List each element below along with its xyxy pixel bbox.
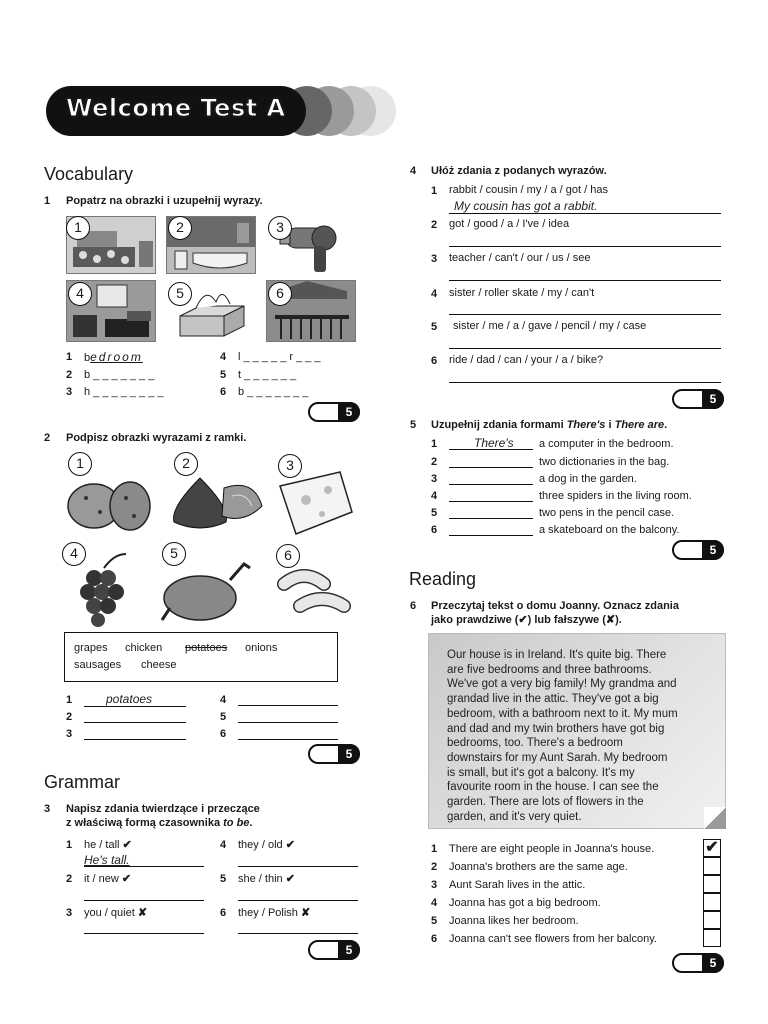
score-value: 5 bbox=[338, 940, 360, 960]
word-order-prompt: rabbit / cousin / my / a / got / has bbox=[449, 184, 608, 196]
test-title: Welcome Test A bbox=[66, 94, 286, 122]
item-number: 3 bbox=[66, 907, 73, 919]
answer-line[interactable] bbox=[449, 382, 721, 383]
item-number: 5 bbox=[431, 321, 438, 333]
item-number: 4 bbox=[431, 288, 438, 300]
filled-answer: There's bbox=[474, 436, 514, 450]
exercise-2-instruction: Podpisz obrazki wyrazami z ramki. bbox=[66, 432, 247, 444]
filled-answer: edroom bbox=[90, 350, 143, 364]
answer-line[interactable] bbox=[84, 739, 186, 740]
item-number: 3 bbox=[431, 253, 438, 265]
score-box[interactable] bbox=[308, 402, 360, 422]
food-pictures bbox=[60, 450, 360, 630]
picture-number-badge: 3 bbox=[268, 216, 292, 240]
statement: Joanna likes her bedroom. bbox=[449, 915, 579, 927]
score-value: 5 bbox=[702, 953, 724, 973]
picture-number-badge: 1 bbox=[66, 216, 90, 240]
score-box[interactable] bbox=[308, 940, 360, 960]
answer-line[interactable] bbox=[449, 314, 721, 315]
exercise-3-instruction-line-2: z właściwą formą czasownika to be. bbox=[66, 817, 253, 829]
true-false-checkbox[interactable] bbox=[703, 929, 721, 947]
word-gap[interactable] bbox=[84, 350, 143, 364]
word-box-item: onions bbox=[245, 642, 278, 654]
sentence-end: three spiders in the living room. bbox=[539, 490, 692, 502]
reading-text-box bbox=[428, 633, 726, 829]
answer-line[interactable] bbox=[238, 739, 338, 740]
answer-line[interactable] bbox=[84, 706, 186, 707]
picture-number-badge: 3 bbox=[278, 454, 302, 478]
word-gap[interactable]: h _ _ _ _ _ _ _ _ bbox=[84, 386, 164, 398]
word-order-prompt: ride / dad / can / your / a / bike? bbox=[449, 354, 604, 366]
word-box-item-used: potatoes bbox=[185, 642, 228, 654]
answer-line[interactable] bbox=[449, 449, 533, 450]
item-number: 1 bbox=[66, 694, 73, 706]
exercise-6-instruction-line-1: Przeczytaj tekst o domu Joanny. Oznacz zdania bbox=[431, 600, 679, 612]
word-gap[interactable]: b _ _ _ _ _ _ _ bbox=[84, 369, 155, 381]
exercise-5-instruction: Uzupełnij zdania formami There's i There are. bbox=[431, 419, 668, 431]
true-false-checkbox[interactable] bbox=[703, 911, 721, 929]
grammar-prompt: you / quiet ✘ bbox=[84, 907, 148, 919]
true-false-checkbox[interactable] bbox=[703, 857, 721, 875]
chicken-picture bbox=[162, 564, 250, 620]
tick-mark: ✔ bbox=[285, 839, 295, 851]
answer-line[interactable] bbox=[449, 484, 533, 485]
picture-number-badge: 4 bbox=[62, 542, 86, 566]
item-number: 1 bbox=[431, 438, 438, 450]
grammar-heading: Grammar bbox=[44, 772, 120, 792]
item-number: 2 bbox=[66, 873, 73, 885]
answer-line[interactable] bbox=[84, 722, 186, 723]
item-number: 6 bbox=[220, 386, 227, 398]
answer-line[interactable] bbox=[238, 933, 358, 934]
word-order-prompt: got / good / a / I've / idea bbox=[449, 218, 570, 230]
word-box-item: grapes bbox=[74, 642, 108, 654]
sausages-picture bbox=[284, 576, 344, 606]
exercise-3-number: 3 bbox=[44, 803, 51, 815]
exercise-5-number: 5 bbox=[410, 419, 417, 431]
tick-mark: ✔ bbox=[122, 839, 132, 851]
item-number: 2 bbox=[66, 369, 73, 381]
picture-number-badge: 6 bbox=[276, 544, 300, 568]
word-box-item: cheese bbox=[141, 659, 177, 671]
item-number: 3 bbox=[431, 473, 438, 485]
sentence-end: two pens in the pencil case. bbox=[539, 507, 675, 519]
score-box[interactable] bbox=[308, 744, 360, 764]
item-number: 3 bbox=[431, 879, 438, 891]
true-false-checkbox[interactable] bbox=[703, 875, 721, 893]
exercise-4-number: 4 bbox=[410, 165, 417, 177]
picture-number-badge: 2 bbox=[168, 216, 192, 240]
answer-line[interactable] bbox=[449, 518, 533, 519]
exercise-4-instruction: Ułóż zdania z podanych wyrazów. bbox=[431, 165, 607, 177]
word-box-item: chicken bbox=[125, 642, 163, 654]
item-number: 4 bbox=[431, 897, 438, 909]
tick-mark: ✔ bbox=[121, 873, 132, 885]
item-number: 3 bbox=[66, 728, 73, 740]
answer-line[interactable] bbox=[84, 900, 204, 901]
item-number: 1 bbox=[431, 185, 438, 197]
grammar-prompt: she / thin ✔ bbox=[238, 873, 295, 885]
item-number: 4 bbox=[220, 351, 227, 363]
item-number: 3 bbox=[66, 386, 73, 398]
score-box[interactable] bbox=[672, 953, 724, 973]
item-number: 5 bbox=[220, 369, 227, 381]
item-number: 4 bbox=[220, 694, 227, 706]
word-order-prompt: sister / roller skate / my / can't bbox=[449, 287, 595, 299]
vocabulary-heading: Vocabulary bbox=[44, 164, 134, 184]
answer-line[interactable] bbox=[238, 705, 338, 706]
score-value: 5 bbox=[702, 540, 724, 560]
grammar-prompt: it / new ✔ bbox=[84, 873, 132, 885]
sentence-end: a dog in the garden. bbox=[539, 473, 637, 485]
exercise-1-instruction: Popatrz na obrazki i uzupełnij wyrazy. bbox=[66, 195, 263, 207]
statement: Joanna's brothers are the same age. bbox=[449, 861, 628, 873]
answer-line[interactable] bbox=[449, 348, 721, 349]
item-number: 5 bbox=[220, 711, 227, 723]
verb-to-be: to be bbox=[223, 817, 250, 829]
filled-answer: My cousin has got a rabbit. bbox=[454, 199, 598, 213]
tick-mark: ✔ bbox=[285, 873, 295, 885]
word-order-prompt: sister / me / a / gave / pencil / my / case bbox=[453, 320, 647, 332]
answer-line[interactable] bbox=[449, 467, 533, 468]
sentence-end: a skateboard on the balcony. bbox=[539, 524, 680, 536]
answer-line[interactable] bbox=[449, 246, 721, 247]
true-false-checkbox[interactable]: ✔ bbox=[703, 839, 721, 857]
answer-line[interactable] bbox=[84, 866, 204, 867]
true-false-checkbox[interactable] bbox=[703, 893, 721, 911]
picture-number-badge: 2 bbox=[174, 452, 198, 476]
item-number: 2 bbox=[66, 711, 73, 723]
cross-mark: ✘ bbox=[300, 907, 311, 919]
item-number: 2 bbox=[431, 861, 438, 873]
item-number: 5 bbox=[431, 507, 438, 519]
picture-number-badge: 6 bbox=[268, 282, 292, 306]
word-gap[interactable]: l _ _ _ _ _ r _ _ _ bbox=[238, 351, 321, 363]
word-box bbox=[64, 632, 338, 682]
grammar-prompt: they / Polish ✘ bbox=[238, 907, 311, 919]
word-gap[interactable]: t _ _ _ _ _ _ bbox=[238, 369, 297, 381]
item-number: 6 bbox=[220, 728, 227, 740]
item-number: 5 bbox=[431, 915, 438, 927]
grapes-picture bbox=[80, 554, 126, 627]
onions-picture bbox=[174, 478, 262, 528]
exercise-6-number: 6 bbox=[410, 600, 417, 612]
item-number: 2 bbox=[431, 456, 438, 468]
item-number: 4 bbox=[220, 839, 227, 851]
sentence-end: two dictionaries in the bag. bbox=[539, 456, 670, 468]
item-number: 4 bbox=[431, 490, 438, 502]
score-value: 5 bbox=[338, 402, 360, 422]
score-value: 5 bbox=[338, 744, 360, 764]
item-number: 5 bbox=[220, 873, 227, 885]
word-order-prompt: teacher / can't / our / us / see bbox=[449, 252, 591, 264]
potatoes-picture bbox=[68, 482, 150, 530]
word-gap[interactable]: b _ _ _ _ _ _ _ bbox=[238, 386, 309, 398]
exercise-1-number: 1 bbox=[44, 195, 51, 207]
picture-number-badge: 5 bbox=[162, 542, 186, 566]
cheese-picture bbox=[280, 472, 352, 534]
reading-text: Our house is in Ireland. It's quite big. There are five bedrooms and three bathrooms. We've got a very big family! My grandma and grandad live in the attic. They've got a big bedroom, with a bathroom next to it. My mum and dad and my twin brothers have got big bedrooms, too. There's a bedroom downstairs for my Aunt Sarah. My bedroom is small, but it's got a balcony. It's my favourite room in the house. I can see the garden. There are lots of flowers in the garden, and it's very quiet. bbox=[447, 649, 678, 823]
picture-number-badge: 5 bbox=[168, 282, 192, 306]
answer-line[interactable] bbox=[238, 900, 358, 901]
item-number: 1 bbox=[66, 839, 73, 851]
statement: Joanna has got a big bedroom. bbox=[449, 897, 601, 909]
item-number: 6 bbox=[220, 907, 227, 919]
grammar-prompt: he / tall ✔ bbox=[84, 839, 132, 851]
item-number: 6 bbox=[431, 524, 438, 536]
answer-line[interactable] bbox=[238, 722, 338, 723]
picture-number-badge: 1 bbox=[68, 452, 92, 476]
word-box-item: sausages bbox=[74, 659, 122, 671]
exercise-3-instruction-line-1: Napisz zdania twierdzące i przeczące bbox=[66, 803, 260, 815]
item-number: 1 bbox=[431, 843, 438, 855]
filled-answer: He's tall. bbox=[84, 853, 130, 867]
answer-line[interactable] bbox=[449, 535, 533, 536]
picture-number-badge: 4 bbox=[68, 282, 92, 306]
filled-answer: potatoes bbox=[106, 692, 153, 706]
sentence-end: a computer in the bedroom. bbox=[539, 438, 674, 450]
page-curl bbox=[704, 807, 726, 829]
item-number: 2 bbox=[431, 219, 438, 231]
item-number: 6 bbox=[431, 355, 438, 367]
reading-heading: Reading bbox=[409, 569, 477, 589]
statement: Aunt Sarah lives in the attic. bbox=[449, 879, 586, 891]
grammar-prompt: they / old ✔ bbox=[238, 839, 295, 851]
answer-line[interactable] bbox=[449, 213, 721, 214]
score-value: 5 bbox=[702, 389, 724, 409]
exercise-2-number: 2 bbox=[44, 432, 51, 444]
answer-line[interactable] bbox=[238, 866, 358, 867]
word-start: b bbox=[84, 352, 91, 364]
title-banner bbox=[46, 86, 366, 136]
statement: There are eight people in Joanna's house. bbox=[449, 843, 655, 855]
score-box[interactable] bbox=[672, 540, 724, 560]
cross-mark: ✘ bbox=[137, 907, 148, 919]
score-box[interactable] bbox=[672, 389, 724, 409]
answer-line[interactable] bbox=[449, 501, 533, 502]
exercise-6-instruction-line-2: jako prawdziwe (✔) lub fałszywe (✘). bbox=[431, 614, 622, 626]
answer-line[interactable] bbox=[84, 933, 204, 934]
item-number: 6 bbox=[431, 933, 438, 945]
item-number: 1 bbox=[66, 351, 73, 363]
answer-line[interactable] bbox=[449, 280, 721, 281]
statement: Joanna can't see flowers from her balcony. bbox=[449, 933, 657, 945]
